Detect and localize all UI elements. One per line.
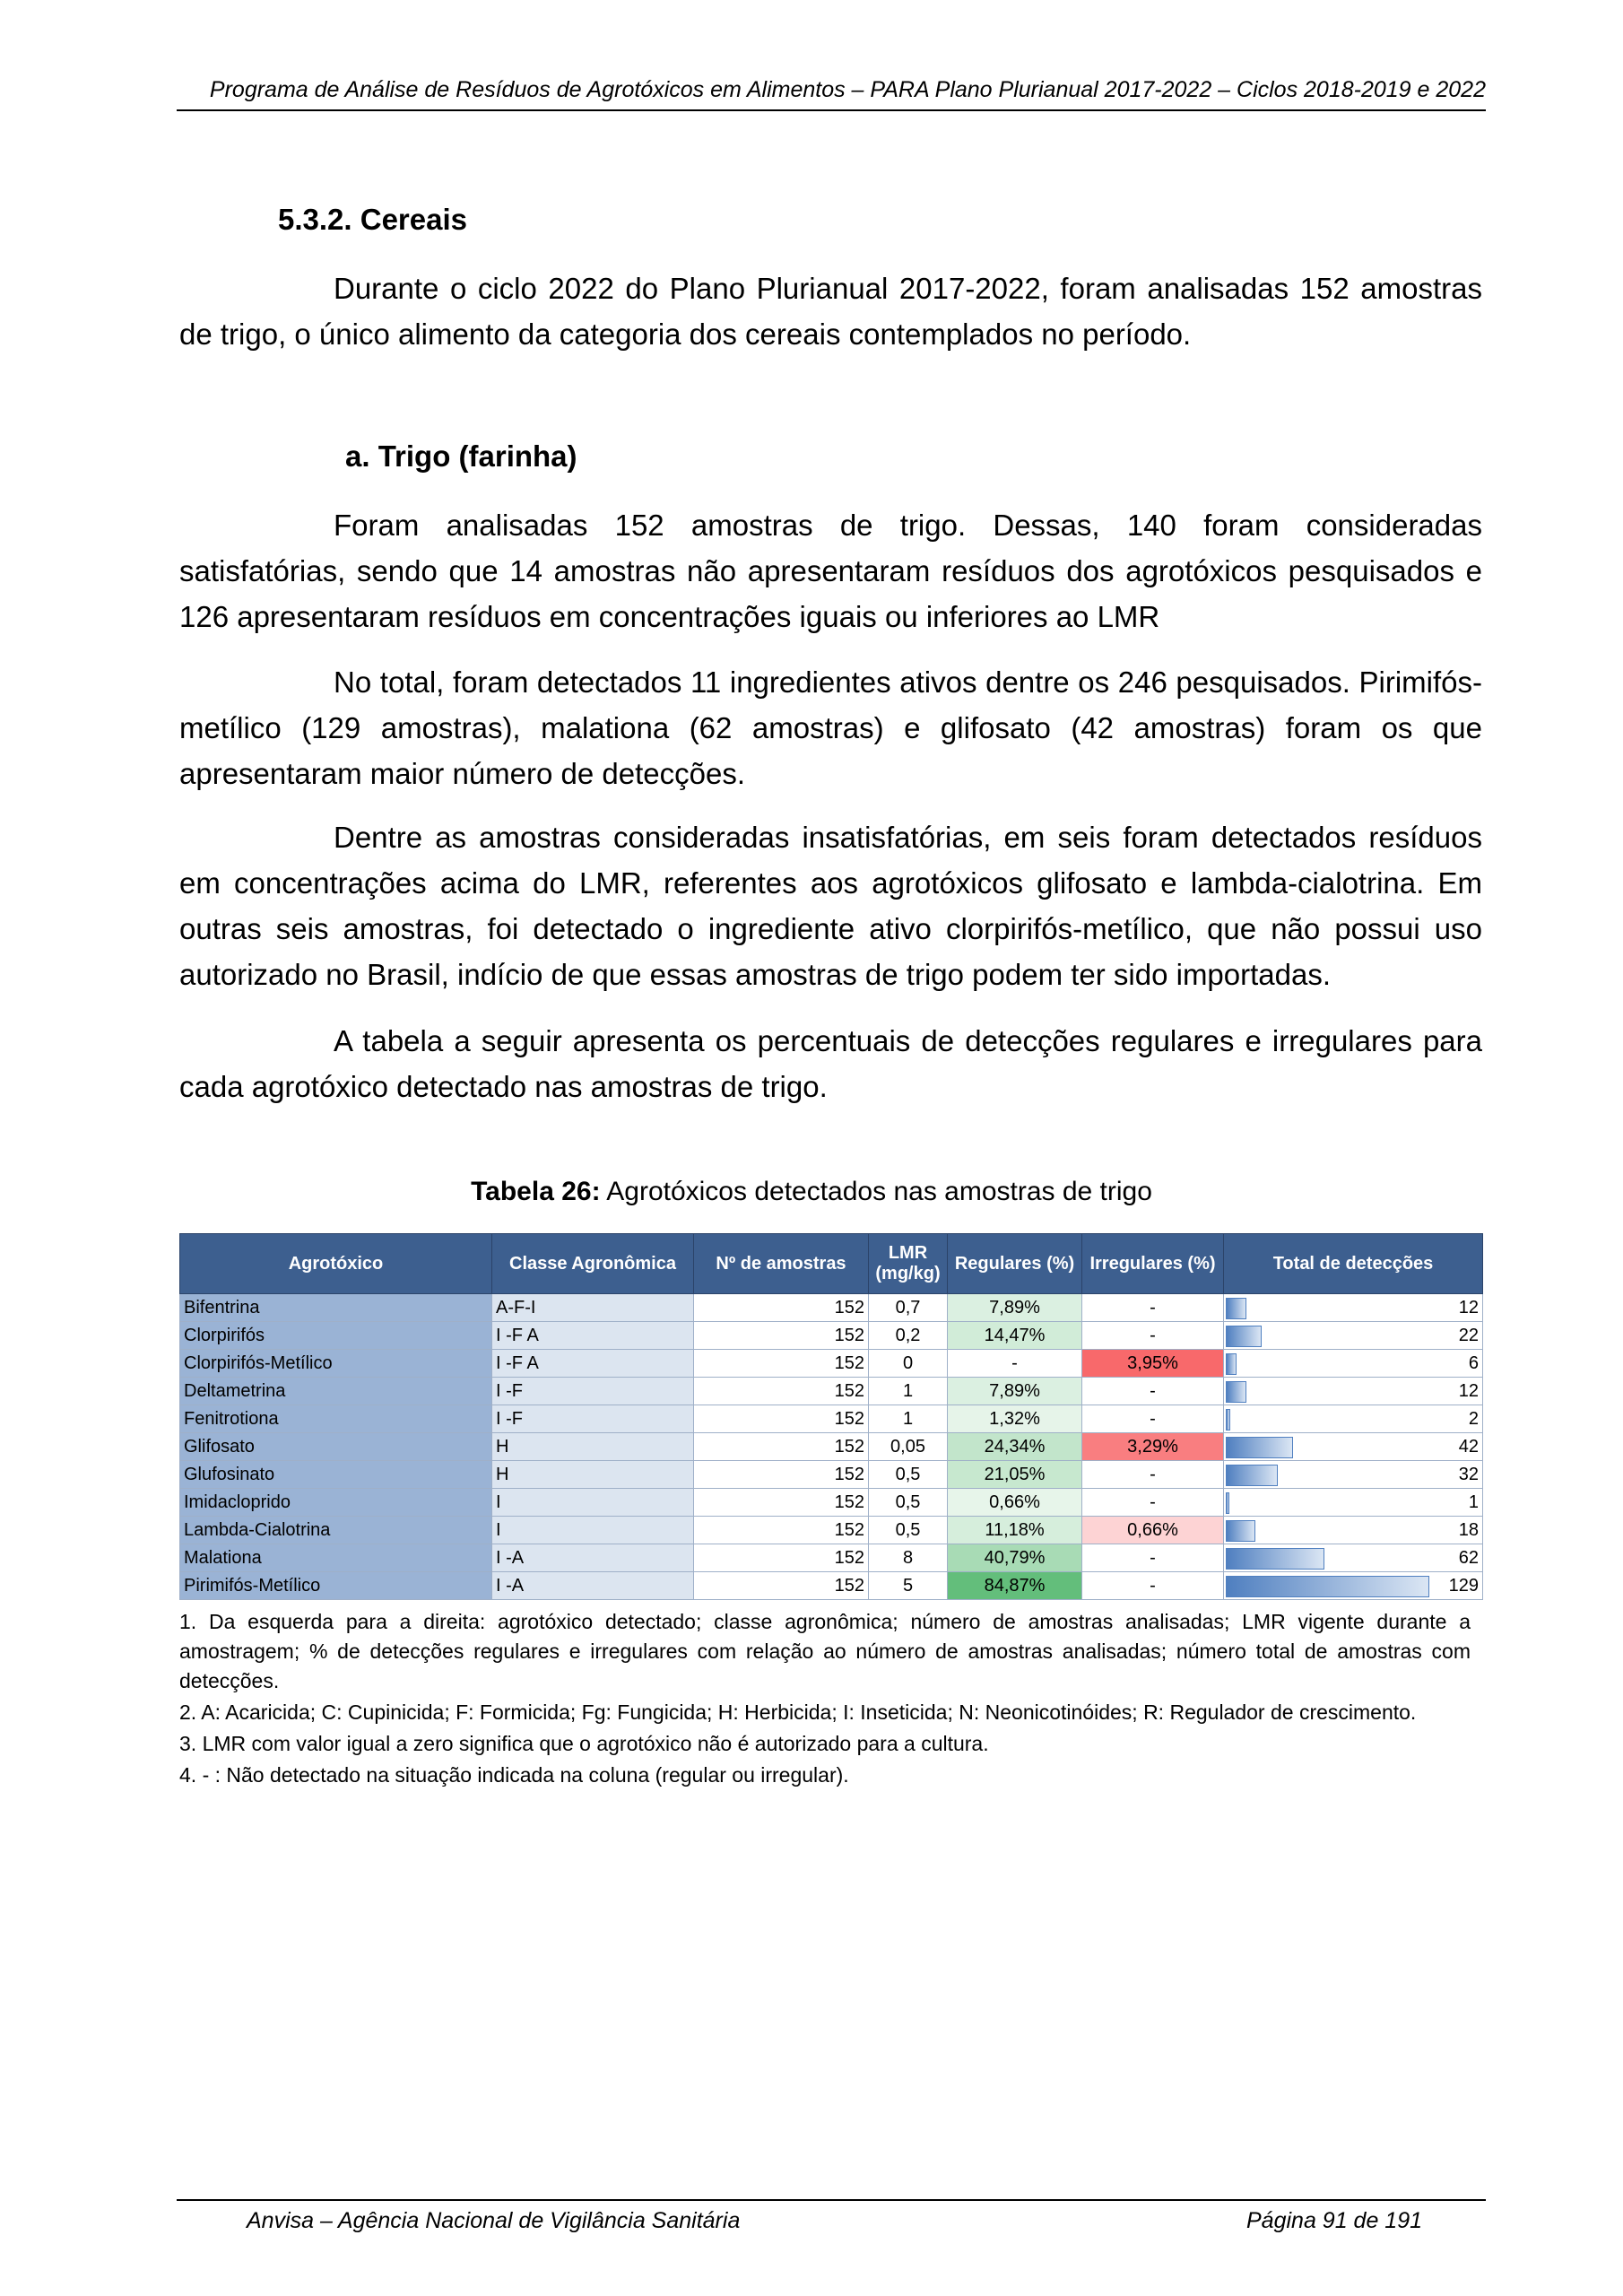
- regulares-cell: -: [948, 1350, 1082, 1378]
- amostras-cell: 152: [694, 1433, 869, 1461]
- regulares-cell: 7,89%: [948, 1294, 1082, 1322]
- agrotoxico-cell: Fenitrotiona: [180, 1405, 492, 1433]
- table-row: [180, 1517, 1483, 1544]
- agrotoxico-cell: Lambda-Cialotrina: [180, 1517, 492, 1544]
- lmr-cell: 0,5: [869, 1489, 948, 1517]
- header-lmr: [869, 1234, 948, 1294]
- regulares-cell: 40,79%: [948, 1544, 1082, 1572]
- classe-cell: I -F A: [492, 1350, 694, 1378]
- table-caption: [0, 1177, 1623, 1207]
- table-note: 3. LMR com valor igual a zero significa que o agrotóxico não é autorizado para a cultura.: [179, 1732, 989, 1755]
- running-header: Programa de Análise de Resíduos de Agrotóxicos em Alimentos – PARA Plano Plurianual 2017-2022 – Ciclos 2018-2019 e 2022: [209, 77, 1486, 102]
- amostras-cell: 152: [694, 1405, 869, 1433]
- classe-cell: I -A: [492, 1544, 694, 1572]
- total-cell: [1224, 1517, 1483, 1544]
- total-data-bar: [1226, 1520, 1255, 1542]
- irregulares-cell: -: [1082, 1489, 1224, 1517]
- header-classe: Classe Agronômica: [492, 1234, 694, 1294]
- table-note: 4. - : Não detectado na situação indicada na coluna (regular ou irregular).: [179, 1763, 849, 1787]
- body-paragraph: A tabela a seguir apresenta os percentuais de detecções regulares e irregulares para cada agrotóxico detectado nas amostras de trigo.: [179, 1024, 1482, 1103]
- table-note: 1. Da esquerda para a direita: agrotóxico detectado; classe agronômica; número de amostras analisadas; LMR vigente durante a amostragem; % de detecções regulares e irregulares com relação ao número de amostras analisadas; número total de amostras com detecções.: [179, 1610, 1471, 1692]
- irregulares-cell: -: [1082, 1461, 1224, 1489]
- irregulares-cell: -: [1082, 1294, 1224, 1322]
- table-row: [180, 1405, 1483, 1433]
- table-header-row: [180, 1234, 1483, 1294]
- lmr-cell: 8: [869, 1544, 948, 1572]
- total-cell: [1224, 1489, 1483, 1517]
- total-cell: [1224, 1322, 1483, 1350]
- body-paragraph: Dentre as amostras consideradas insatisfatórias, em seis foram detectados resíduos em concentrações acima do LMR, referentes aos agrotóxicos glifosato e lambda-cialotrina. Em outras seis amostras, foi detectado o ingrediente ativo clorpirifós-metílico, que não possui uso autorizado no Brasil, indício de que essas amostras de trigo podem ter sido importadas.: [179, 821, 1482, 991]
- table-row: [180, 1433, 1483, 1461]
- total-data-bar: [1226, 1548, 1324, 1570]
- table-row: [180, 1350, 1483, 1378]
- classe-cell: I -F A: [492, 1322, 694, 1350]
- table-row: [180, 1322, 1483, 1350]
- regulares-cell: 11,18%: [948, 1517, 1082, 1544]
- classe-cell: I -A: [492, 1572, 694, 1600]
- table-caption-text: Agrotóxicos detectados nas amostras de trigo: [600, 1177, 1152, 1206]
- irregulares-cell: -: [1082, 1544, 1224, 1572]
- total-value: 32: [1458, 1464, 1479, 1484]
- regulares-cell: 1,32%: [948, 1405, 1082, 1433]
- agrotoxico-cell: Glifosato: [180, 1433, 492, 1461]
- regulares-cell: 21,05%: [948, 1461, 1082, 1489]
- total-cell: [1224, 1350, 1483, 1378]
- lmr-cell: 0,7: [869, 1294, 948, 1322]
- lmr-cell: 0,05: [869, 1433, 948, 1461]
- header-amostras: Nº de amostras: [694, 1234, 869, 1294]
- agrotoxico-cell: Imidacloprido: [180, 1489, 492, 1517]
- amostras-cell: 152: [694, 1544, 869, 1572]
- amostras-cell: 152: [694, 1572, 869, 1600]
- regulares-cell: 14,47%: [948, 1322, 1082, 1350]
- regulares-cell: 7,89%: [948, 1378, 1082, 1405]
- section-intro-paragraph: Durante o ciclo 2022 do Plano Plurianual 2017-2022, foram analisadas 152 amostras de trigo, o único alimento da categoria dos cereais contemplados no período.: [179, 272, 1482, 351]
- header-lmr-line2: (mg/kg): [875, 1264, 941, 1283]
- agrotoxico-cell: Glufosinato: [180, 1461, 492, 1489]
- subsection-title: a. Trigo (farinha): [345, 439, 577, 473]
- header-total: Total de detecções: [1224, 1234, 1483, 1294]
- table-row: [180, 1489, 1483, 1517]
- irregulares-cell: -: [1082, 1572, 1224, 1600]
- footer-page-number: Página 91 de 191: [1246, 2208, 1423, 2233]
- total-data-bar: [1226, 1492, 1229, 1514]
- total-value: 18: [1458, 1519, 1479, 1540]
- total-cell: [1224, 1405, 1483, 1433]
- total-data-bar: [1226, 1381, 1246, 1403]
- irregulares-cell: -: [1082, 1378, 1224, 1405]
- agrotoxico-cell: Deltametrina: [180, 1378, 492, 1405]
- lmr-cell: 0,5: [869, 1517, 948, 1544]
- pesticide-table: [179, 1233, 1483, 1600]
- amostras-cell: 152: [694, 1489, 869, 1517]
- body-paragraph: No total, foram detectados 11 ingredientes ativos dentre os 246 pesquisados. Pirimifós-metílico (129 amostras), malationa (62 amostras) e glifosato (42 amostras) foram os que apresentaram maior número de detecções.: [179, 665, 1482, 790]
- regulares-cell: 24,34%: [948, 1433, 1082, 1461]
- total-value: 1: [1468, 1492, 1479, 1512]
- total-value: 22: [1458, 1325, 1479, 1345]
- table-notes: [179, 1607, 1471, 1792]
- classe-cell: I: [492, 1517, 694, 1544]
- agrotoxico-cell: Pirimifós-Metílico: [180, 1572, 492, 1600]
- irregulares-cell: 3,29%: [1082, 1433, 1224, 1461]
- regulares-cell: 0,66%: [948, 1489, 1082, 1517]
- total-data-bar: [1226, 1437, 1293, 1458]
- total-data-bar: [1226, 1298, 1246, 1319]
- total-cell: [1224, 1433, 1483, 1461]
- total-data-bar: [1226, 1576, 1429, 1597]
- total-cell: [1224, 1544, 1483, 1572]
- table-row: [180, 1294, 1483, 1322]
- header-divider: [177, 109, 1486, 111]
- regulares-cell: 84,87%: [948, 1572, 1082, 1600]
- total-value: 12: [1458, 1380, 1479, 1401]
- classe-cell: H: [492, 1433, 694, 1461]
- irregulares-cell: -: [1082, 1322, 1224, 1350]
- header-regulares: Regulares (%): [948, 1234, 1082, 1294]
- footer-agency: Anvisa – Agência Nacional de Vigilância Sanitária: [247, 2208, 741, 2233]
- total-cell: [1224, 1461, 1483, 1489]
- lmr-cell: 1: [869, 1405, 948, 1433]
- total-value: 42: [1458, 1436, 1479, 1457]
- total-cell: [1224, 1378, 1483, 1405]
- total-cell: [1224, 1294, 1483, 1322]
- agrotoxico-cell: Bifentrina: [180, 1294, 492, 1322]
- table-row: [180, 1544, 1483, 1572]
- table-caption-label: Tabela 26:: [471, 1177, 601, 1206]
- total-data-bar: [1226, 1465, 1278, 1486]
- lmr-cell: 0,2: [869, 1322, 948, 1350]
- total-data-bar: [1226, 1353, 1237, 1375]
- amostras-cell: 152: [694, 1294, 869, 1322]
- section-title: 5.3.2. Cereais: [278, 203, 467, 236]
- agrotoxico-cell: Clorpirifós-Metílico: [180, 1350, 492, 1378]
- amostras-cell: 152: [694, 1461, 869, 1489]
- irregulares-cell: 0,66%: [1082, 1517, 1224, 1544]
- total-value: 62: [1458, 1547, 1479, 1568]
- lmr-cell: 5: [869, 1572, 948, 1600]
- classe-cell: A-F-I: [492, 1294, 694, 1322]
- table-row: [180, 1572, 1483, 1600]
- table-row: [180, 1461, 1483, 1489]
- amostras-cell: 152: [694, 1378, 869, 1405]
- total-value: 12: [1458, 1297, 1479, 1318]
- total-data-bar: [1226, 1409, 1230, 1431]
- body-paragraph: Foram analisadas 152 amostras de trigo. Dessas, 140 foram consideradas satisfatórias, sendo que 14 amostras não apresentaram resíduos dos agrotóxicos pesquisados e 126 apresentaram resíduos em concentrações iguais ou inferiores ao LMR: [179, 509, 1482, 633]
- irregulares-cell: -: [1082, 1405, 1224, 1433]
- lmr-cell: 0,5: [869, 1461, 948, 1489]
- agrotoxico-cell: Malationa: [180, 1544, 492, 1572]
- classe-cell: H: [492, 1461, 694, 1489]
- lmr-cell: 0: [869, 1350, 948, 1378]
- table-row: [180, 1378, 1483, 1405]
- amostras-cell: 152: [694, 1517, 869, 1544]
- table-body: [180, 1294, 1483, 1600]
- total-value: 6: [1468, 1352, 1479, 1373]
- footer-divider: [177, 2199, 1486, 2201]
- lmr-cell: 1: [869, 1378, 948, 1405]
- total-cell: [1224, 1572, 1483, 1600]
- header-agrotoxico: Agrotóxico: [180, 1234, 492, 1294]
- total-value: 2: [1468, 1408, 1479, 1429]
- header-lmr-line1: LMR: [888, 1243, 928, 1263]
- total-data-bar: [1226, 1326, 1262, 1347]
- classe-cell: I -F: [492, 1378, 694, 1405]
- irregulares-cell: 3,95%: [1082, 1350, 1224, 1378]
- agrotoxico-cell: Clorpirifós: [180, 1322, 492, 1350]
- amostras-cell: 152: [694, 1350, 869, 1378]
- total-value: 129: [1448, 1575, 1479, 1596]
- table-note: 2. A: Acaricida; C: Cupinicida; F: Formicida; Fg: Fungicida; H: Herbicida; I: Inseticida; N: Neonicotinóides; R: Regulador de crescimento.: [179, 1700, 1417, 1724]
- classe-cell: I: [492, 1489, 694, 1517]
- classe-cell: I -F: [492, 1405, 694, 1433]
- header-irregulares: Irregulares (%): [1082, 1234, 1224, 1294]
- amostras-cell: 152: [694, 1322, 869, 1350]
